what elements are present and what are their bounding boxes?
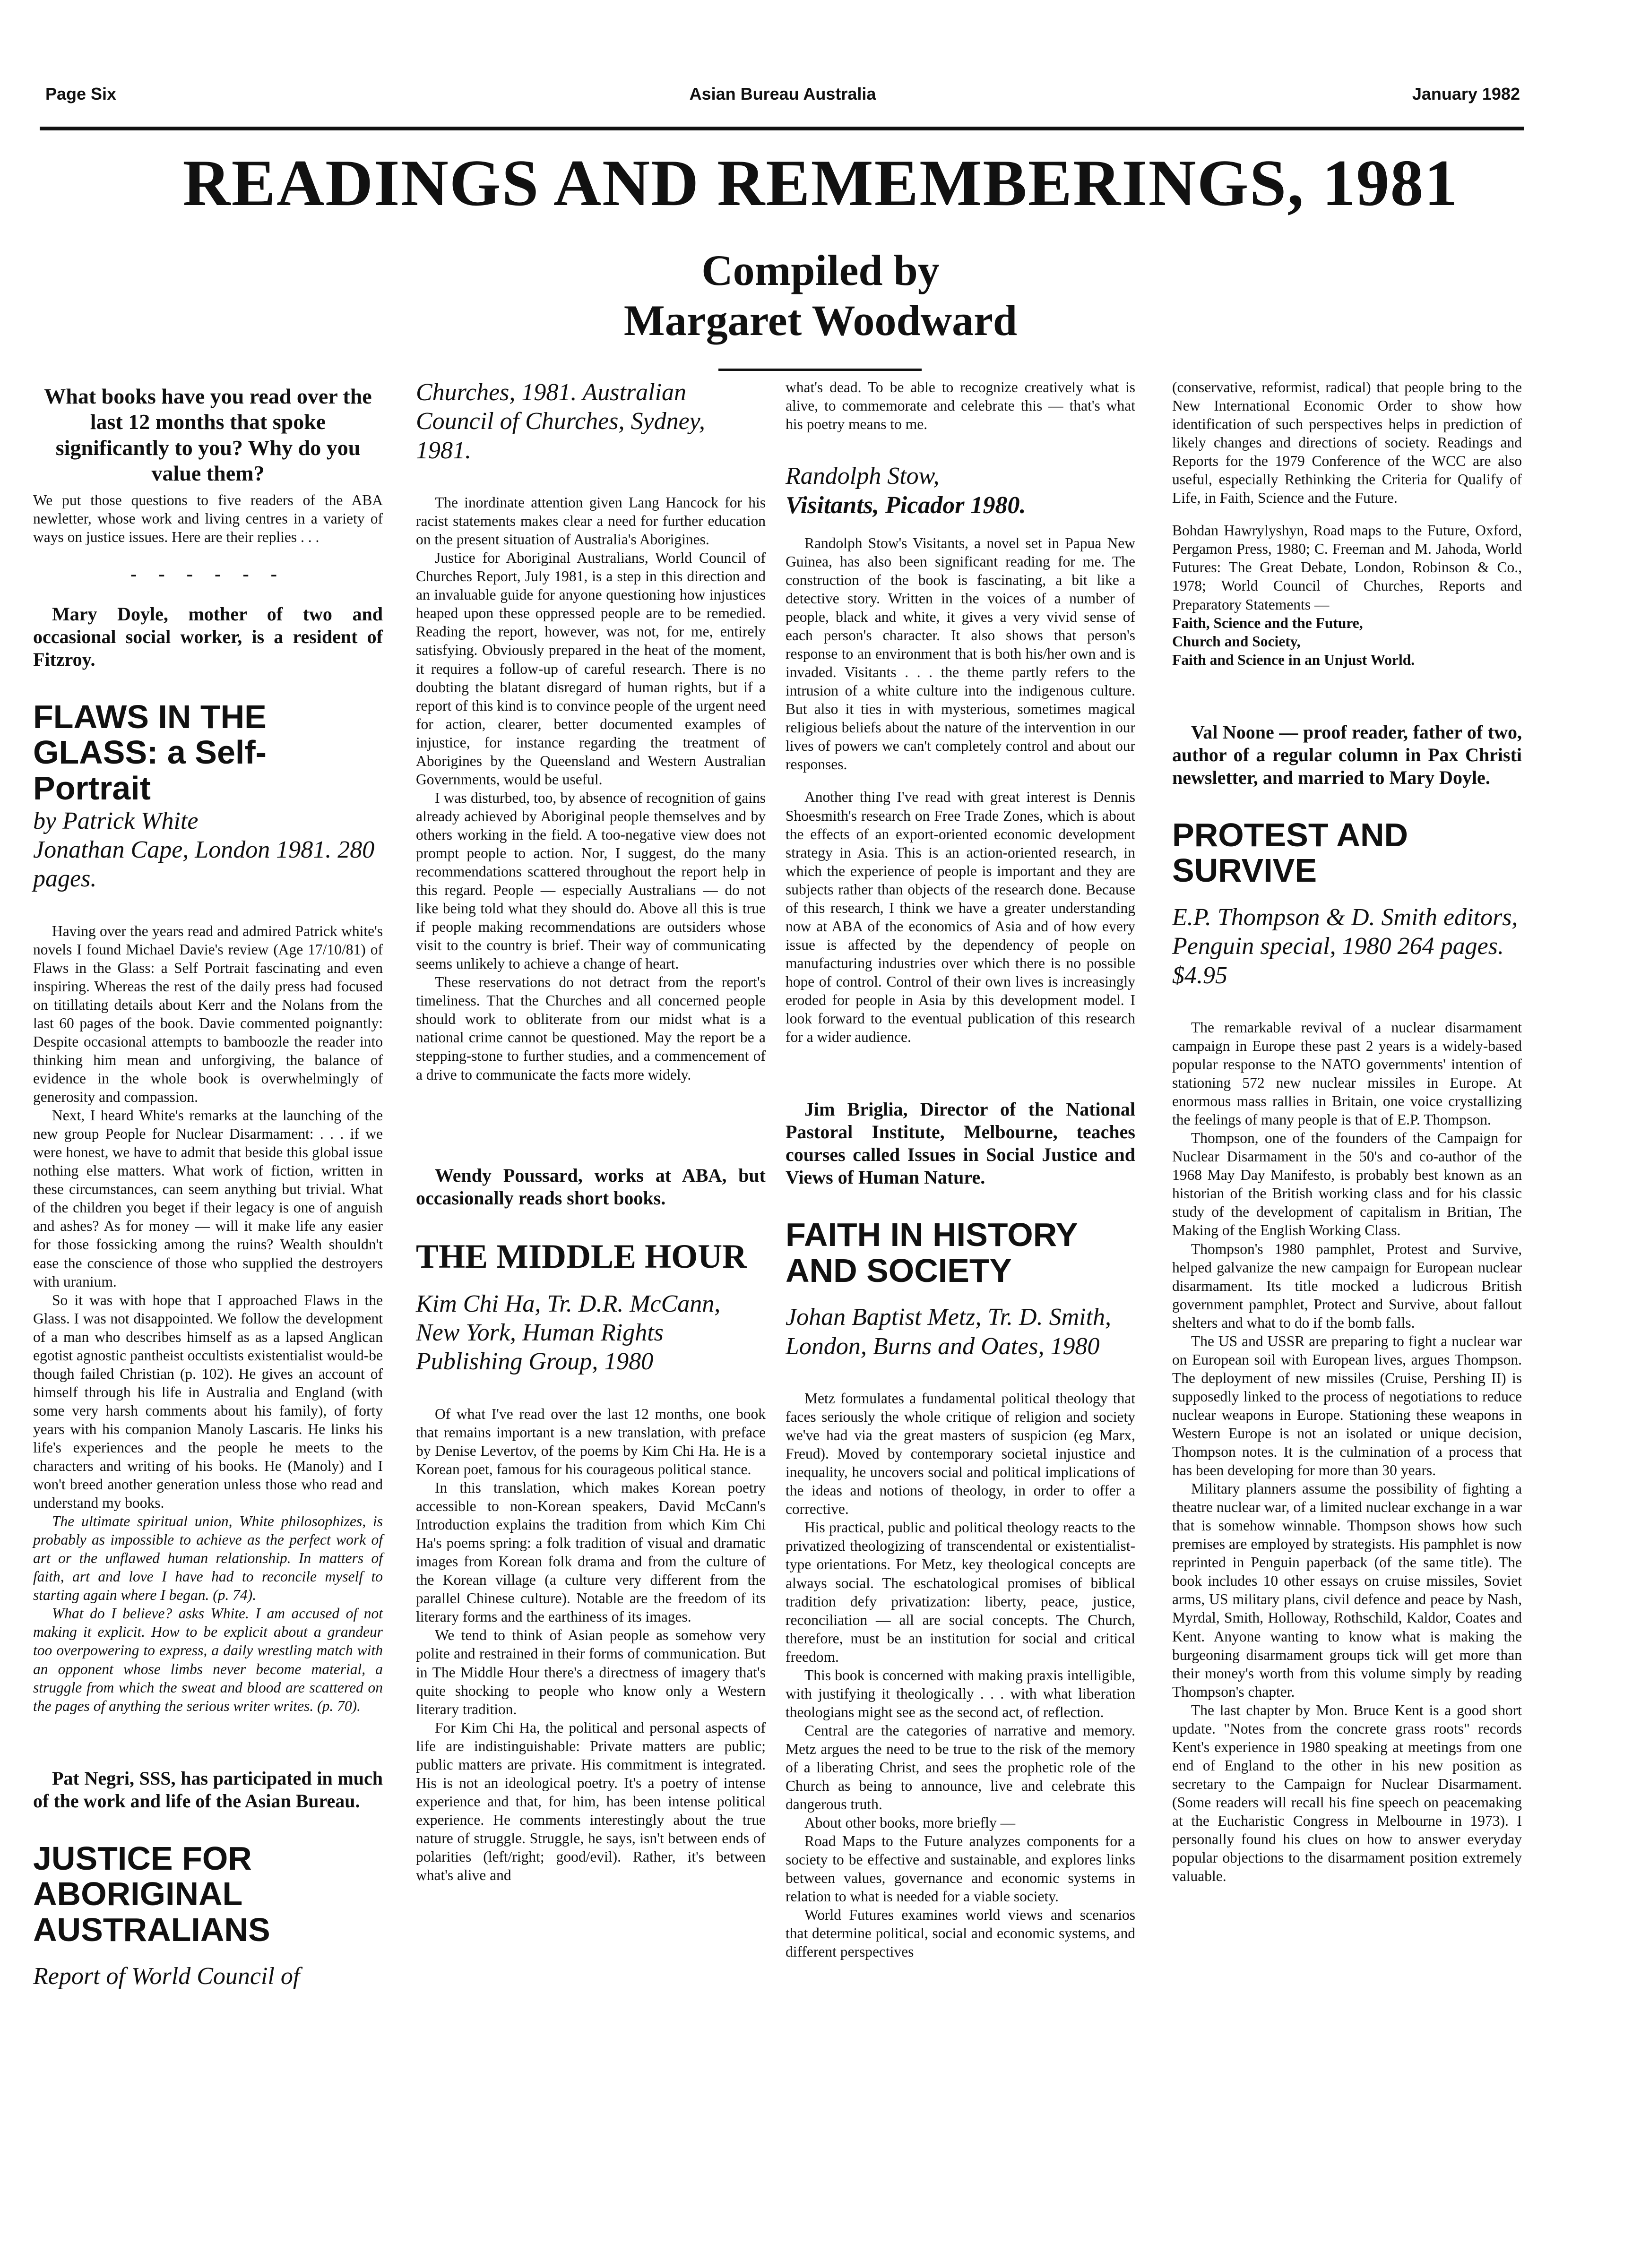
column-4 (1172, 378, 1522, 1885)
book-author: Randolph Stow, (786, 463, 940, 490)
book-byline: Kim Chi Ha, Tr. D.R. McCann, New York, Human Rights Publishing Group, 1980 (416, 1290, 721, 1375)
review-paragraph: The inordinate attention given Lang Hancock for his racist statements makes clear a need for further education on the present situation of Australia's Aborigines. (416, 494, 766, 548)
compiler-name: Margaret Woodward (623, 296, 1018, 344)
column-2 (416, 378, 766, 1884)
book-title-protest-and-survive: PROTEST AND SURVIVE (1172, 816, 1408, 889)
compiled-label: Compiled by (701, 246, 940, 294)
book-title-visitants: Visitants, Picador 1980. (786, 491, 1026, 519)
review-paragraph: World Futures examines world views and scenarios that determine political, social and economic systems, and different perspectives (786, 1907, 1135, 1960)
review-paragraph: Central are the categories of narrative and memory. Metz argues the need to be true to the risk of the memory of a liberating Christ, and sees the prophetic role of the Church as being to announce, live and celebrate this dangerous truth. (786, 1722, 1135, 1813)
review-paragraph: Of what I've read over the last 12 months, one book that remains important is a new translation, with preface by Denise Levertov, of the poems by Kim Chi Ha. He is a Korean poet, famous for his courageous political stance. (416, 1405, 766, 1478)
survey-question: What books have you read over the last 12 months that spoke significantly to you? Why do you value them? (44, 384, 372, 485)
contributor-wendy-poussard: Wendy Poussard, works at ABA, but occasionally reads short books. (416, 1164, 766, 1209)
book-publisher: Jonathan Cape, London 1981. 280 pages. (33, 836, 375, 893)
review-paragraph: We tend to think of Asian people as somehow very polite and restrained in their forms of communication. But in The Middle Hour there's a directness of imagery that's quite shocking to people who know only a Western literary tradition. (416, 1627, 766, 1718)
contributor-jim-briglia: Jim Briglia, Director of the National Pastoral Institute, Melbourne, teaches courses called Issues in Social Justice and Views of Human Nature. (786, 1099, 1135, 1188)
review-paragraph: For Kim Chi Ha, the political and personal aspects of life are indistinguishable: Private matters are public; public matters are private. His commitment is integrated. His is not an ideological poetry. It's a poetry of intense experience and that, for him, has been intense political experience. He comments interestingly about the true nature of struggle. Struggle, he says, isn't between ends of polarities (left/right; good/evil). Rather, it's between what's alive and (416, 1719, 766, 1884)
page-title: READINGS AND REMEMBERINGS, 1981 (182, 146, 1459, 220)
section-divider: - - - - - - (130, 563, 285, 585)
review-paragraph: The last chapter by Mon. Bruce Kent is a good short update. "Notes from the concrete grass roots" records Kent's experience in 1980 speaking at meetings from one end of England to the other in his new position as secretary to the Campaign for Nuclear Disarmament. (Some readers will recall his fine speech on peacemaking at the Eucharistic Congress in Melbourne in 1973). I personally found his clues on how to answer everyday popular objections to the disarmament position extremely valuable. (1172, 1701, 1522, 1885)
contributor-mary-doyle: Mary Doyle, mother of two and occasional social worker, is a resident of Fitzroy. (33, 603, 383, 670)
review-paragraph: The ultimate spiritual union, White philosophizes, is probably as impossible to achieve as the perfect work of art or the unflawed human relationship. In matters of faith, art and love I have had to reconcile myself to starting again where I began. (p. 74). (33, 1513, 383, 1604)
publication-name: Asian Bureau Australia (689, 84, 876, 103)
page-header (45, 84, 1520, 112)
issue-date: January 1982 (1412, 84, 1520, 103)
review-paragraph: This book is concerned with making praxis intelligible, with justifying it theologically . . . with what liberation theologians might see as the second act, of reflection. (786, 1667, 1135, 1720)
reference-item: Faith, Science and the Future, (1172, 614, 1363, 631)
review-paragraph: (conservative, reformist, radical) that people bring to the New International Economic Order to show how identification of such perspectives helps in prediction of likely changes and directions of society. Readings and Reports for the 1979 Conference of the WCC are also useful, especially Rethinking the Criteria for Qualify of Life, in Faith, Science and the Future. (1172, 379, 1522, 507)
survey-intro: We put those questions to five readers of the ABA newletter, whose work and living centres in a variety of ways on justice issues. Here are their replies . . . (33, 492, 383, 546)
review-paragraph: Road Maps to the Future analyzes components for a society to be effective and sustainable, and explores links between values, governance and economic systems in relation to what is needed for a viable society. (786, 1833, 1135, 1905)
page-number: Page Six (45, 84, 117, 103)
compiled-by (0, 246, 1641, 346)
book-byline: Report of World Council of (33, 1963, 300, 1990)
title-rule (718, 369, 922, 371)
review-paragraph: Thompson's 1980 pamphlet, Protest and Survive, helped galvanize the new campaign for European nuclear disarmament. Its title mocked a ludicrous British government pamphlet, Protect and Survive, about fallout shelters and what to do if the bomb falls. (1172, 1240, 1522, 1331)
review-paragraph: The US and USSR are preparing to fight a nuclear war on European soil with European lives, argues Thompson. The deployment of new missiles (Cruise, Pershing II) is supposedly linked to the process of negotiations to reduce nuclear weapons in Europe. Stationing these weapons in Western Europe is not an isolated or unique decision, Thompson notes. It is the culmination of a process that has been developing for more than 30 years. (1172, 1332, 1522, 1479)
book-title-faith-in-history-and-society: FAITH IN HISTORY AND SOCIETY (786, 1216, 1078, 1289)
review-paragraph: About other books, more briefly — (804, 1814, 1016, 1831)
reference-list: Bohdan Hawrylyshyn, Road maps to the Future, Oxford, Pergamon Press, 1980; C. Freeman and M. Jahoda, World Futures: The Great Debate, London, Robinson & Co., 1978; World Council of Churches, Reports and Preparatory Statements — (1172, 522, 1522, 613)
review-paragraph: In this translation, which makes Korean poetry accessible to non-Korean speakers, David McCann's Introduction explains the tradition from which Kim Chi Ha's poems spring: a folk tradition of visual and dramatic images from Korean folk drama and from the culture of the Korean village (a culture very different from the parallel Chinese culture). Notable are the freedom of its literary forms and the earthiness of its images. (416, 1479, 766, 1625)
review-paragraph: Randolph Stow's Visitants, a novel set in Papua New Guinea, has also been significant reading for me. The construction of the book is fascinating, a bit like a detective story. Written in the voices of a number of people, black and white, it gives a very vivid sense of each person's character. It also shows that person's response to an environment that is both his/her own and is invaded. Visitants . . . the theme partly refers to the intrusion of a white culture into the indigenous culture. But also it ties in with mysterious, sometimes magical religious beliefs about the nature of the intervention in our lives of powers we can't completely control and about our responses. (786, 534, 1135, 773)
book-byline: E.P. Thompson & D. Smith editors, Penguin special, 1980 264 pages. $4.95 (1172, 903, 1518, 989)
review-paragraph: The remarkable revival of a nuclear disarmament campaign in Europe these past 2 years is a widely-based popular response to the NATO governments' intention of stationing 572 new nuclear missiles in Europe. At enormous mass rallies in Britain, one voice crystallizing the feelings of many people is that of E.P. Thompson. (1172, 1019, 1522, 1128)
review-paragraph: These reservations do not detract from the report's timeliness. That the Churches and all concerned people should work to obliterate from our midst what is a national crime cannot be questioned. May the report be a stepping-stone to further studies, and a commencement of a drive to communicate the facts more widely. (416, 974, 766, 1083)
review-paragraph: What do I believe? asks White. I am accused of not making it explicit. How to be explicit about a grandeur too overpowering to express, a daily wrestling match with an opponent whose limbs never become material, a struggle from which the sweat and blood are scattered on the pages of anything the serious writer writes. (p. 70). (33, 1605, 383, 1714)
review-paragraph: what's dead. To be able to recognize creatively what is alive, to commemorate and celebrate this — that's what his poetry means to me. (786, 379, 1135, 433)
book-title-justice-for-aboriginal-australians: JUSTICE FOR ABORIGINAL AUSTRALIANS (33, 1839, 270, 1948)
book-byline: Johan Baptist Metz, Tr. D. Smith, London, Burns and Oates, 1980 (786, 1304, 1112, 1360)
review-paragraph: His practical, public and political theology reacts to the privatized theologizing of transcendental or existentialist-type orientations. For Metz, key theological concepts are always social. The eschatological promises of biblical tradition defy privatization: liberty, peace, justice, reconciliation — all are social concepts. The Church, therefore, must be an institution for social and critical freedom. (786, 1519, 1135, 1665)
review-paragraph: Having over the years read and admired Patrick white's novels I found Michael Davie's review (Age 17/10/81) of Flaws in the Glass: a Self Portrait fascinating and even inspiring. Whereas the rest of the daily press had focused on titillating details about Kerr and the Nolans from the last 60 pages of the book. Davie commented poignantly: Despite occasional attempts to bamboozle the reader into thinking him mean and unforgiving, the balance of evidence in the whole book is overwhelmingly of generosity and compassion. (33, 922, 383, 1106)
review-paragraph: I was disturbed, too, by absence of recognition of gains already achieved by Aboriginal people themselves and by others working in the field. A too-negative view does not prompt people to action. Nor, I suggest, do the many recommendations scattered throughout the report help in this regard. People — especially Australians — do not like being told what they should do. Above all this is true if people making recommendations are outsiders whose visit to the country is brief. Their way of communicating seems unlikely to achieve a change of heart. (416, 789, 766, 972)
book-title-flaws-in-the-glass: FLAWS IN THE GLASS: a Self-Portrait (33, 698, 267, 807)
reference-item: Faith and Science in an Unjust World. (1172, 651, 1415, 668)
review-paragraph: Military planners assume the possibility of fighting a theatre nuclear war, of a limited nuclear exchange in a war that is somehow winnable. Thompson shows how such premises are employed by strategists. His pamphlet is now reprinted in Penguin paperback (of the same title). The book includes 10 other essays on cruise missiles, Soviet arms, US military plans, civil defence and peace by Nash, Myrdal, Smith, Holloway, Rothschild, Kaldor, Coates and Kent. Anyone wanting to know what is making the burgeoning disarmament groups tick will get more than their money's worth from this volume simply by reading Thompson's chapter. (1172, 1480, 1522, 1700)
review-paragraph: So it was with hope that I approached Flaws in the Glass. I was not disappointed. We follow the development of a man who describes himself as as a lapsed Anglican egotist agnostic pantheist occultists existentialist would-be though failed Christian (p. 102). He gives an account of himself through his life in Australia and England (with some very harsh comments about his family), of forty years with his companion Manoly Lascaris. He links his life's experiences and the people he meets to the characters and writing of his books. He (Manoly) and I won't breed another generation unless those who read and understand my books. (33, 1291, 383, 1512)
column-1 (33, 378, 383, 1991)
review-paragraph: Thompson, one of the founders of the Campaign for Nuclear Disarmament in the 50's and co-author of the 1968 May Day Manifesto, is probably best known as an historian of the British working class and for his classic study of the development of capitalism in Britian, The Making of the English Working Class. (1172, 1130, 1522, 1239)
book-title-the-middle-hour: THE MIDDLE HOUR (416, 1237, 747, 1275)
review-paragraph: Metz formulates a fundamental political theology that faces seriously the whole critique of religion and society we've had via the great masters of suspicion (eg Marx, Freud). Moved by contemporary societal injustice and inequality, he uncovers social and political implications of the ideas and notions of theology, in order to offer a corrective. (786, 1390, 1135, 1518)
column-3 (786, 378, 1135, 1961)
contributor-val-noone: Val Noone — proof reader, father of two, author of a regular column in Pax Christi newsletter, and married to Mary Doyle. (1172, 721, 1522, 788)
review-paragraph: Next, I heard White's remarks at the launching of the new group People for Nuclear Disarmament: . . . if we were honest, we have to admit that beside this global issue nothing else matters. What work of fiction, written in these circumstances, can seem anything but trivial. What of the children you beget if their legacy is one of anguish and ashes? As for money — will it make life any easier for those fossicking among the ruins? Wealth shouldn't ease the conscience of those who supplied the destroyers with uranium. (33, 1107, 383, 1290)
reference-item: Church and Society, (1172, 633, 1301, 650)
review-paragraph: Justice for Aboriginal Australians, World Council of Churches Report, July 1981, is a step in this direction and an invaluable guide for anyone questioning how injustices heaped upon these oppressed people are to be remedied. Reading the report, however, was not, for me, entirely satisfying. Obviously prepared in the heat of the moment, it requires a follow-up of careful research. There is no doubting the blatant disregard of human rights, but if a report of this kind is to convince people of the urgent need for action, clearer, better documented examples of injustice, for instance regarding the treatment of Aborigines by the Queensland and Western Australian Governments, would be useful. (416, 550, 766, 788)
header-rule (40, 127, 1524, 130)
book-byline-continued: Churches, 1981. Australian Council of Churches, Sydney, 1981. (416, 379, 705, 464)
book-author: by Patrick White (33, 807, 199, 834)
contributor-pat-negri: Pat Negri, SSS, has participated in much of the work and life of the Asian Bureau. (33, 1767, 383, 1812)
review-paragraph: Another thing I've read with great interest is Dennis Shoesmith's research on Free Trade Zones, which is about the effects of an export-oriented economic development strategy in Asia. This is an action-oriented research, in which the experience of people is important and they are subjects rather than objects of the research done. Because of this research, I think we have a greater understanding now at ABA of the economics of Asia and of how every issue is affected by the dependency of people on manufacturing industries over which there is no possible hope of control. Control of their own lives is increasingly eroded for people in Asia by this development model. I look forward to the eventual publication of this research for a wider audience. (786, 789, 1135, 1046)
